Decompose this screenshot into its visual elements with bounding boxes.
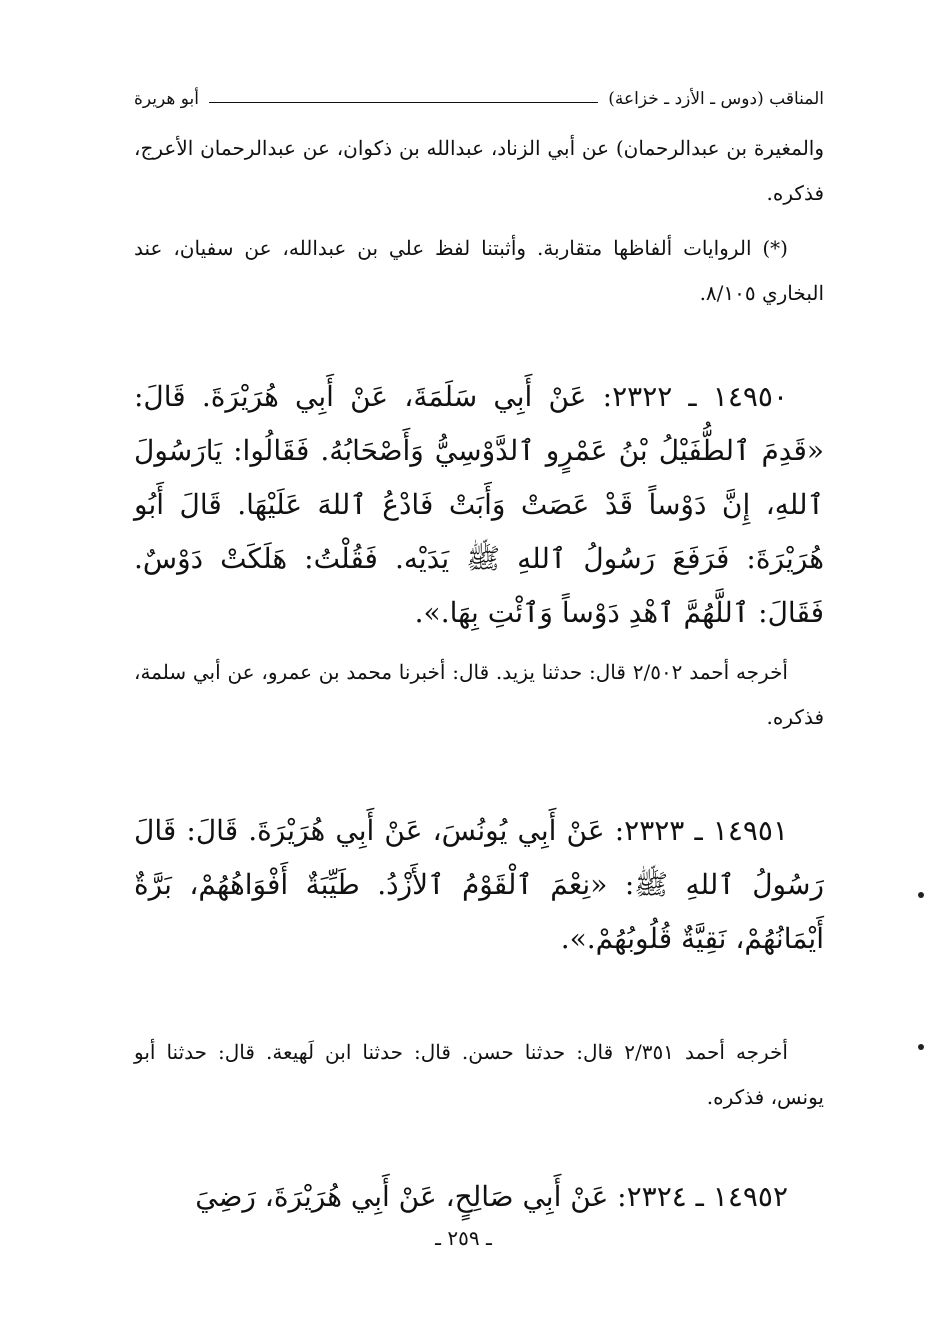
margin-dot (918, 892, 924, 898)
footnote: (*) الروايات ألفاظها متقاربة. وأثبتنا لفظ علي بن عبدالله، عن سفيان، عند البخاري ٨/١٠٥. (134, 236, 824, 305)
page-number: ـ ٢٥٩ ـ (435, 1226, 492, 1250)
hadith-14951: ١٤٩٥١ ـ ٢٣٢٣: عَنْ أَبِي يُونُسَ، عَنْ أَبِي هُرَيْرَةَ. قَالَ: قَالَ رَسُولُ ٱللهِ ﷺ: «نِعْمَ ٱلْقَوْمُ ٱلأَزْدُ. طَيِّبَةٌ أَفْوَاهُهُمْ، بَرَّةٌ أَيْمَانُهُمْ، نَقِيَّةٌ قُلُوبُهُمْ.». (134, 814, 824, 955)
header-section-title: المناقب (دوس ـ الأزد ـ خزاعة) (608, 89, 824, 109)
hadith-14952: ١٤٩٥٢ ـ ٢٣٢٤: عَنْ أَبِي صَالِحٍ، عَنْ أَبِي هُرَيْرَةَ، رَضِيَ (195, 1180, 788, 1213)
page-header (134, 84, 824, 114)
header-running-title: أبو هريرة (134, 89, 200, 109)
takhrij-14950: أخرجه أحمد ٢/٥٠٢ قال: حدثنا يزيد. قال: أخبرنا محمد بن عمرو، عن أبي سلمة، فذكره. (134, 660, 824, 729)
takhrij-14951: أخرجه أحمد ٢/٣٥١ قال: حدثنا حسن. قال: حدثنا ابن لَهيعة. قال: حدثنا أبو يونس، فذكره. (134, 1040, 824, 1109)
header-rule (209, 102, 598, 103)
hadith-14950: ١٤٩٥٠ ـ ٢٣٢٢: عَنْ أَبِي سَلَمَةَ، عَنْ أَبِي هُرَيْرَةَ. قَالَ: «قَدِمَ ٱلطُّفَيْلُ بْنُ عَمْرٍو ٱلدَّوْسِيُّ وَأَصْحَابُهُ. فَقَالُوا: يَارَسُولَ ٱللهِ، إِنَّ دَوْساً قَدْ عَصَتْ وَأَبَتْ فَادْعُ ٱللهَ عَلَيْهَا. قَالَ أَبُو هُرَيْرَةَ: فَرَفَعَ رَسُولُ ٱللهِ ﷺ يَدَيْه. فَقُلْتُ: هَلَكَتْ دَوْسٌ. فَقَالَ: ٱللَّهُمَّ ٱهْدِ دَوْساً وَٱئْتِ بِهَا.». (134, 380, 824, 629)
margin-dot (918, 1044, 924, 1050)
continuation-note: والمغيرة بن عبدالرحمان) عن أبي الزناد، عبدالله بن ذكوان، عن عبدالرحمان الأعرج، فذكره. (134, 136, 824, 205)
